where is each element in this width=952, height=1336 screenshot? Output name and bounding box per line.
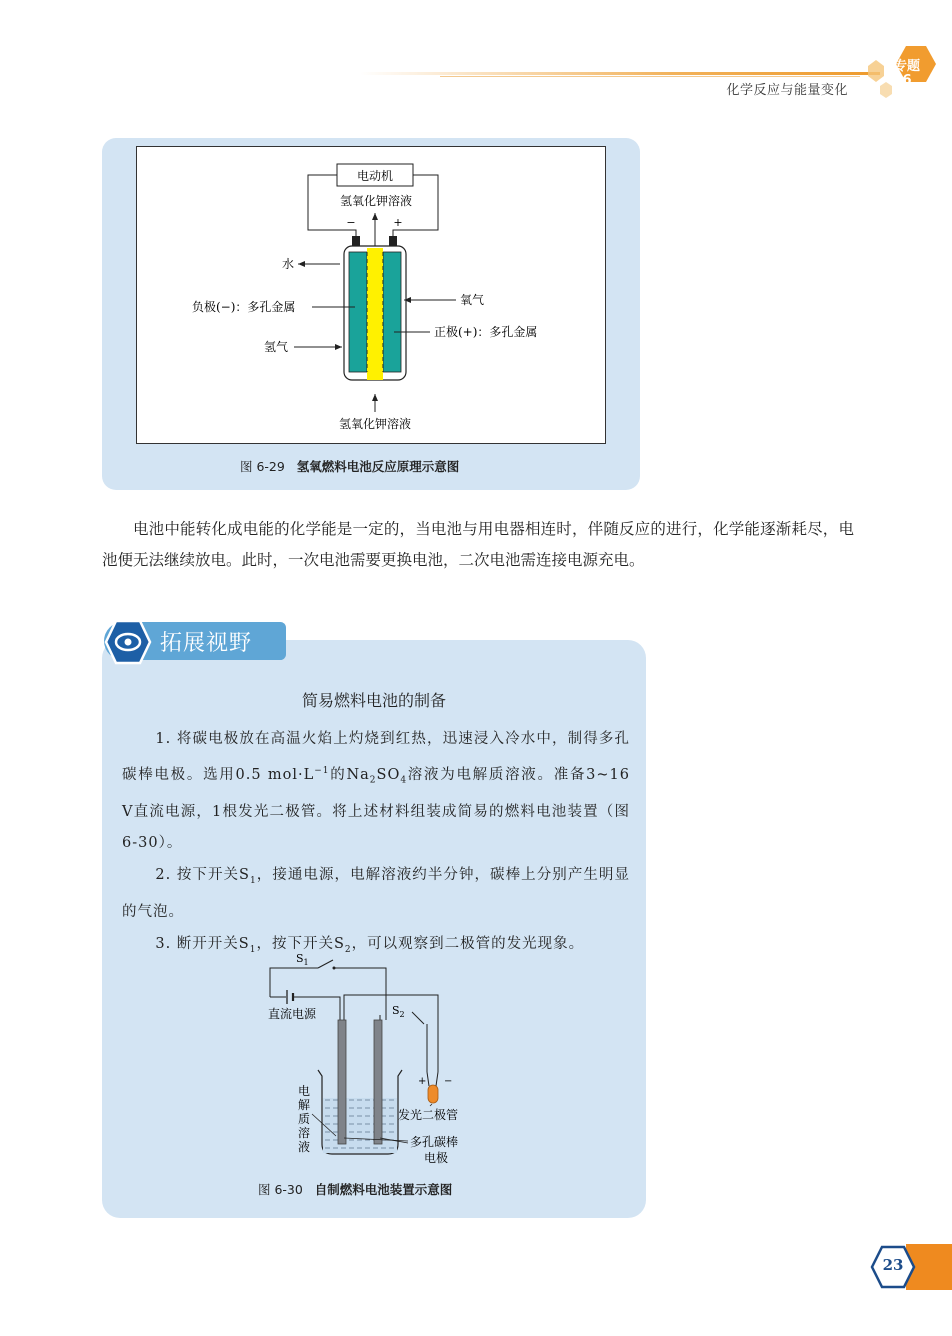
extension-body [122,724,630,966]
dc-source-label: 直流电源 [268,1007,317,1021]
s2-label: $S_2$ [392,1004,405,1019]
led-label: 发光二极管 [398,1108,459,1122]
svg-text:电: 电 [298,1084,311,1098]
step-3: 3. 断开开关$S_1$，按下开关$S_2$，可以观察到二极管的发光现象。 [155,935,585,955]
led-bulb [428,1085,438,1103]
figure-6-30-number: 图 6-30 [258,1182,303,1197]
page-number: 23 [882,1256,904,1274]
electrolyte-koh [367,248,383,380]
electrode-label: 电极 [424,1151,449,1165]
negative-electrode-label: 负极(−)：多孔金属 [192,300,296,314]
topic-label: 专题 [893,59,920,74]
koh-bottom-label: 氢氧化钾溶液 [338,417,412,431]
led-plus: + [418,1076,427,1087]
step-2: 2. 按下开关$S_1$，接通电源，电解溶液约半分钟，碳棒上分别产生明显的气泡。 [122,866,630,921]
svg-text:溶: 溶 [298,1126,311,1140]
svg-text:质: 质 [298,1112,311,1126]
chapter-title: 化学反应与能量变化 [726,83,848,98]
carbon-rod-right [374,1020,382,1144]
extension-heading: 简易燃料电池的制备 [301,691,446,710]
eye-icon [104,619,152,665]
fuel-cell-diagram [0,0,952,500]
hydrogen-label: 氢气 [264,340,289,354]
porous-carbon-label: 多孔碳棒 [410,1135,459,1149]
svg-text:解: 解 [298,1098,311,1112]
motor-label: 电动机 [356,169,394,183]
carbon-rod-left [338,1020,346,1144]
led-minus: − [444,1076,453,1087]
positive-electrode [383,252,401,372]
svg-text:液: 液 [298,1140,311,1154]
koh-top-label: 氢氧化钾溶液 [339,194,413,208]
plus-sign: + [393,216,403,229]
positive-electrode-label: 正极(+)：多孔金属 [434,325,538,339]
figure-6-29-caption [240,457,459,475]
oxygen-label: 氧气 [460,293,485,307]
s1-switch [318,960,333,968]
water-label: 水 [282,257,295,271]
extension-tab-label: 拓展视野 [160,631,253,656]
negative-electrode [349,252,367,372]
minus-sign: − [346,216,356,229]
figure-6-29-number: 图 6-29 [240,459,285,474]
body-paragraph: 电池中能转化成电能的化学能是一定的，当电池与用电器相连时，伴随反应的进行，化学能逐渐耗尽，电池便无法继续放电。此时，一次电池需要更换电池，二次电池需连接电源充电。 [102,520,854,569]
figure-6-30-title: 自制燃料电池装置示意图 [314,1182,453,1197]
diy-fuel-cell-diagram [0,940,952,1180]
s2-switch [412,1012,424,1024]
electrolyte-vertical-label [298,1083,310,1154]
topic-number: 6 [902,73,912,88]
electrolyte-liquid [323,1098,397,1153]
s1-label: $S_1$ [296,952,309,967]
step-1: 1. 将碳电极放在高温火焰上灼烧到红热，迅速浸入冷水中，制得多孔碳棒电极。选用0.5 $mol\cdot L^{-1}$的$Na_2SO_4$溶液为电解质溶液。准备3~16 V直流电源，1根发光二极管。将上述材料组装成简易的燃料电池装置（图6-30）。 [122,731,630,852]
figure-6-29-title: 氢氧燃料电池反应原理示意图 [296,459,460,474]
figure-6-30-caption [258,1180,452,1198]
